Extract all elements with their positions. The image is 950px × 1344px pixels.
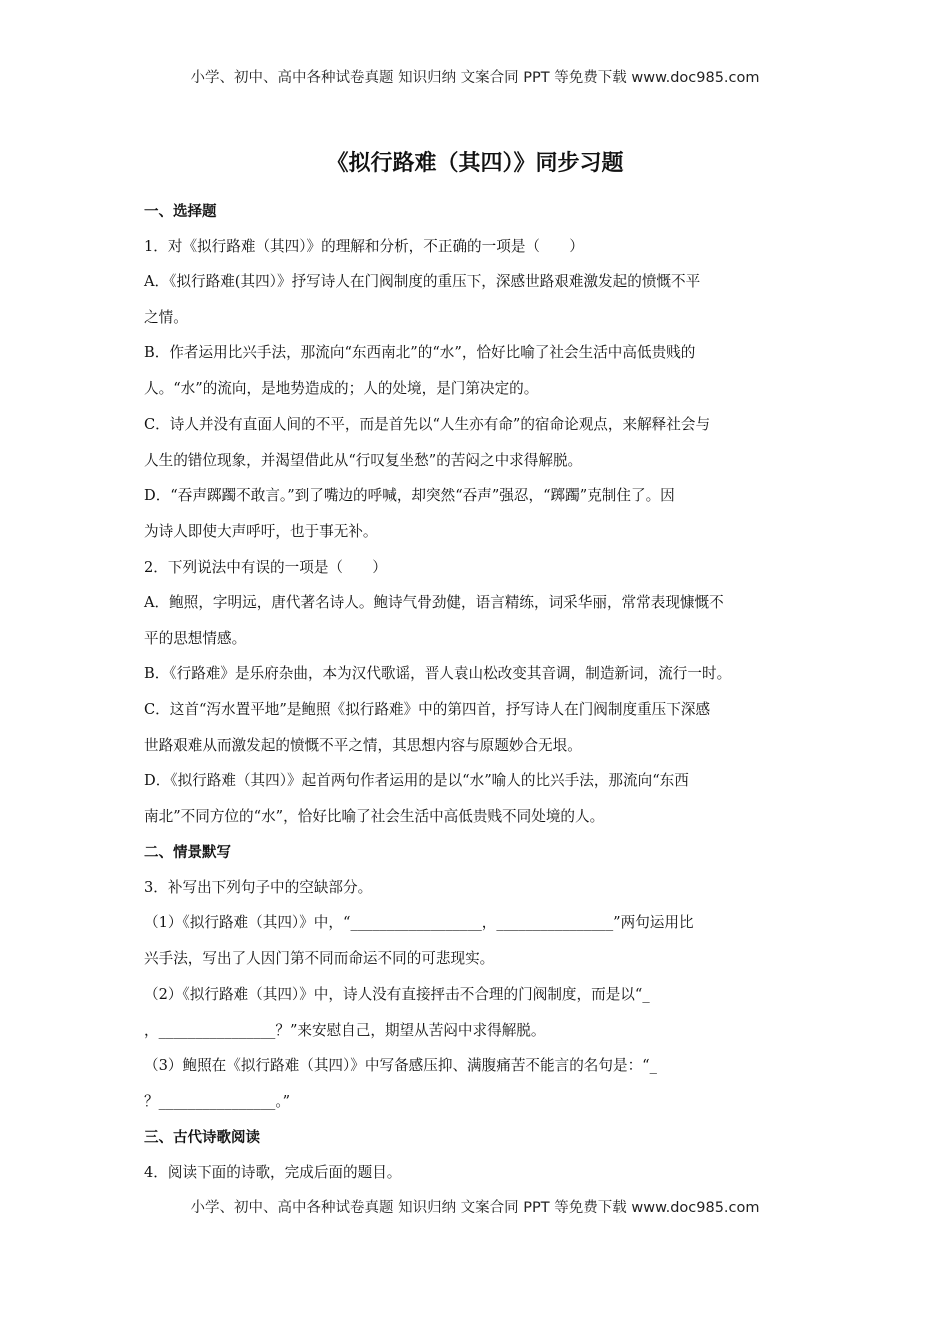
text-line: A．《拟行路难(其四）》抒写诗人在门阀制度的重压下，深感世路艰难激发起的愤慨不平	[144, 273, 701, 290]
section-heading: 一、选择题	[144, 204, 217, 220]
text-line: D．《拟行路难（其四）》起首两句作者运用的是以“水”喻人的比兴手法，那流向“东西	[144, 772, 689, 789]
text-line: 兴手法，写出了人因门第不同而命运不同的可悲现实。	[144, 950, 495, 967]
question-stem: 4．阅读下面的诗歌，完成后面的题目。	[144, 1164, 402, 1181]
text-line: 人生的错位现象，并渴望借此从“行叹复坐愁”的苦闷之中求得解脱。	[144, 452, 583, 469]
page-footer: 小学、初中、高中各种试卷真题 知识归纳 文案合同 PPT 等免费下载 www.doc985.com	[190, 1200, 760, 1216]
page-title: 《拟行路难（其四）》同步习题	[326, 151, 624, 176]
text-line: （2）《拟行路难（其四）》中，诗人没有直接抨击不合理的门阀制度，而是以“_	[144, 986, 650, 1003]
text-line: 为诗人即使大声呼吁，也于事无补。	[144, 523, 378, 540]
question-stem: 2．下列说法中有误的一项是（ ）	[144, 559, 387, 576]
question-stem: 3．补写出下列句子中的空缺部分。	[144, 879, 373, 896]
text-line: 之情。	[144, 309, 188, 326]
text-line: 人。“水”的流向，是地势造成的；人的处境，是门第决定的。	[144, 380, 539, 397]
text-line: 南北”不同方位的“水”，恰好比喻了社会生活中高低贵贱不同处境的人。	[144, 808, 605, 825]
question-stem: 1．对《拟行路难（其四）》的理解和分析，不正确的一项是（ ）	[144, 238, 584, 255]
text-line: B．作者运用比兴手法，那流向“东西南北”的“水”，恰好比喻了社会生活中高低贵贱的	[144, 344, 696, 361]
text-line: D．“吞声踯躅不敢言。”到了嘴边的呼喊，却突然“吞声”强忍，“踯躅”克制住了。因	[144, 487, 675, 504]
section-heading: 二、情景默写	[144, 845, 231, 861]
page-header: 小学、初中、高中各种试卷真题 知识归纳 文案合同 PPT 等免费下载 www.doc985.com	[190, 70, 760, 86]
text-line: ？________________。”	[144, 1093, 291, 1110]
section-heading: 三、古代诗歌阅读	[144, 1130, 260, 1146]
text-line: （3）鲍照在《拟行路难（其四）》中写备感压抑、满腹痛苦不能言的名句是：“_	[144, 1057, 657, 1074]
text-line: （1）《拟行路难（其四）》中，“__________________，________________”两句运用比	[144, 914, 694, 931]
text-line: B．《行路难》是乐府杂曲，本为汉代歌谣，晋人袁山松改变其音调，制造新词，流行一时。	[144, 665, 732, 682]
text-line: 平的思想情感。	[144, 630, 247, 647]
text-line: C．诗人并没有直面人间的不平，而是首先以“人生亦有命”的宿命论观点，来解释社会与	[144, 416, 711, 433]
text-line: A．鲍照，字明远，唐代著名诗人。鲍诗气骨劲健，语言精练，词采华丽，常常表现慷慨不	[144, 594, 724, 611]
text-line: ，________________？”来安慰自己，期望从苦闷中求得解脱。	[144, 1022, 546, 1039]
text-line: 世路艰难从而激发起的愤慨不平之情，其思想内容与原题妙合无垠。	[144, 737, 582, 754]
text-line: C．这首“泻水置平地”是鲍照《拟行路难》中的第四首，抒写诗人在门阀制度重压下深感	[144, 701, 711, 718]
